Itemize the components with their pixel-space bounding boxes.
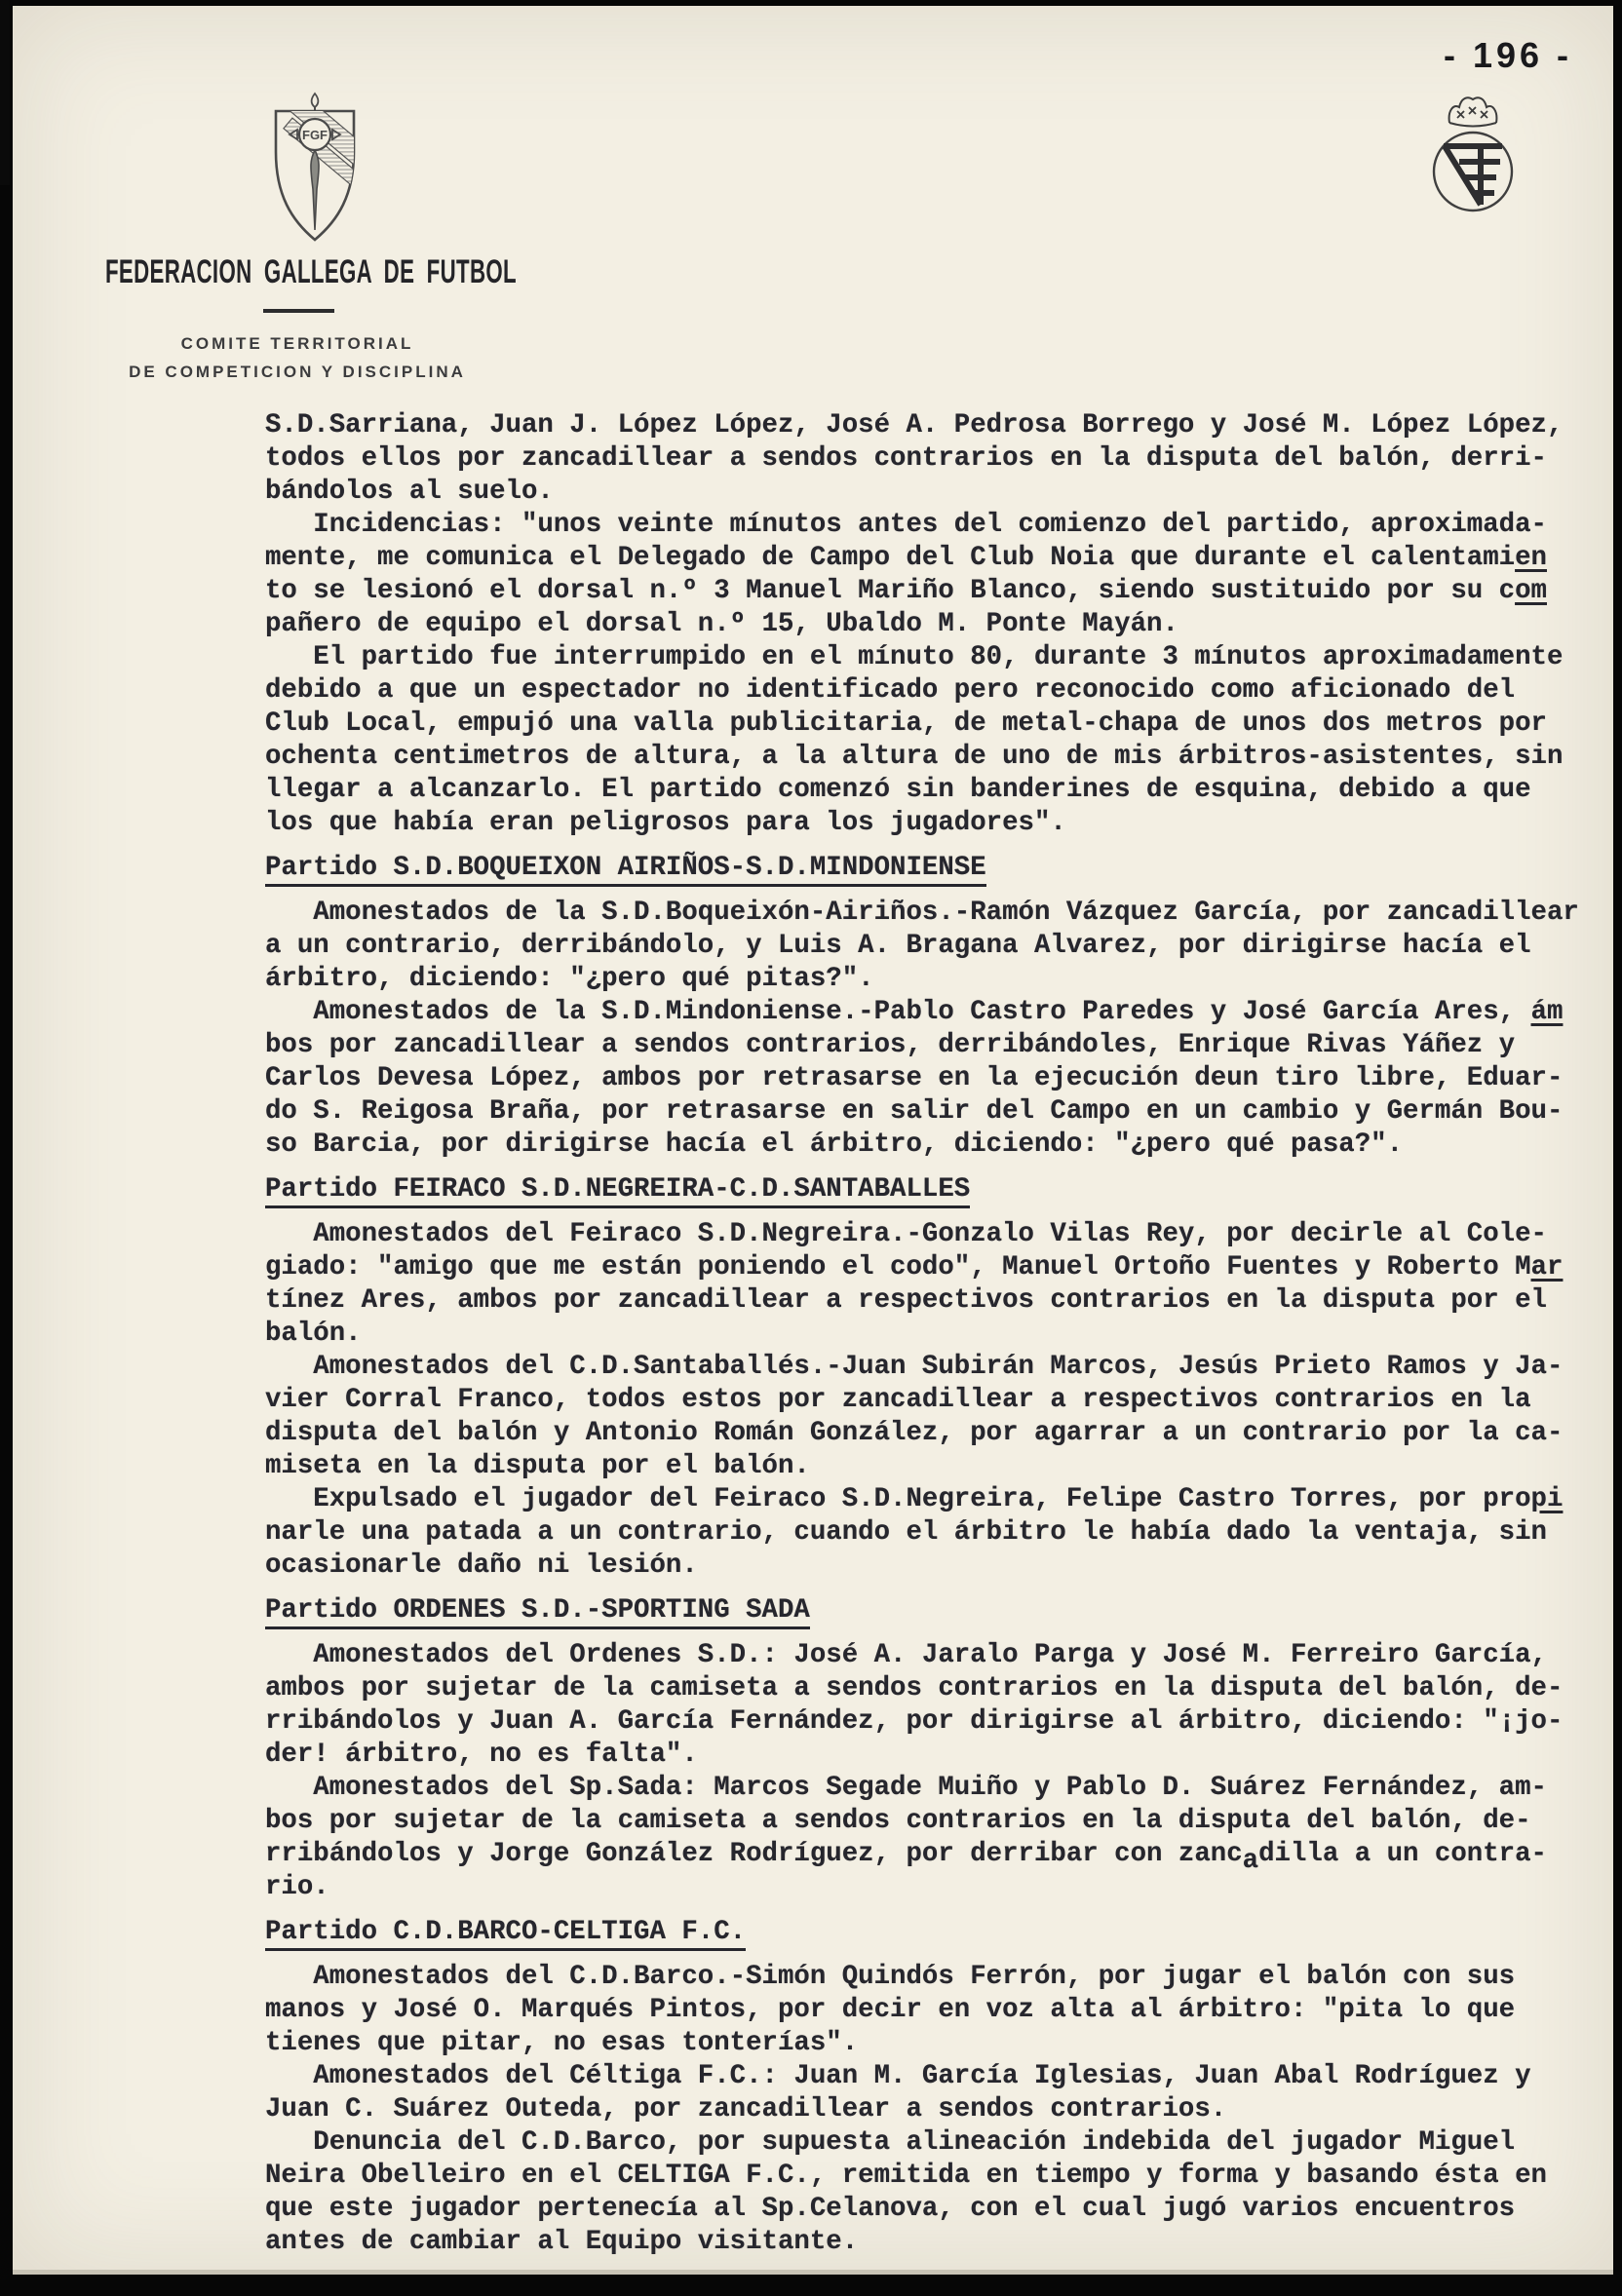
text-line: árbitro, diciendo: "¿pero qué pitas?". xyxy=(265,964,874,994)
page-number: - 196 - xyxy=(1444,35,1573,75)
text-line: der! árbitro, no es falta". xyxy=(265,1740,698,1770)
text-line: rio. xyxy=(265,1872,329,1902)
text-line: Incidencias: "unos veinte mínutos antes del comienzo del partido, aproximada- xyxy=(265,510,1547,540)
text-line: Carlos Devesa López, ambos por retrasarse en la ejecución deun tiro libre, Eduar- xyxy=(265,1063,1564,1093)
text-line: Expulsado el jugador del Feiraco S.D.Negreira, Felipe Castro Torres, por propi xyxy=(265,1484,1564,1514)
paragraph xyxy=(265,897,1605,996)
text-line: llegar a alcanzarlo. El partido comenzó sin banderines de esquina, debido a que xyxy=(265,775,1531,805)
organization-title: FEDERACION GALLEGA DE FUTBOL xyxy=(105,253,517,290)
text-line: Amonestados del C.D.Santaballés.-Juan Subirán Marcos, Jesús Prieto Ramos y Ja- xyxy=(265,1352,1564,1382)
svg-text:FGF: FGF xyxy=(302,128,328,142)
text-line: que este jugador pertenecía al Sp.Celanova, con el cual jugó varios encuentros xyxy=(265,2194,1516,2224)
paragraph xyxy=(265,2060,1605,2126)
match-heading xyxy=(265,1173,1605,1206)
paragraph xyxy=(265,409,1605,509)
match-heading xyxy=(265,1916,1605,1949)
text-line: Denuncia del C.D.Barco, por supuesta alineación indebida del jugador Miguel xyxy=(265,2127,1516,2158)
match-heading-text: Partido S.D.BOQUEIXON AIRIÑOS-S.D.MINDONIENSE xyxy=(265,853,986,887)
text-line: Amonestados del Feiraco S.D.Negreira.-Gonzalo Vilas Rey, por decirle al Cole- xyxy=(265,1219,1547,1249)
match-heading xyxy=(265,852,1605,885)
paragraph xyxy=(265,1351,1605,1483)
text-line: Amonestados del Sp.Sada: Marcos Segade Muiño y Pablo D. Suárez Fernández, am- xyxy=(265,1773,1547,1803)
text-line: Neira Obelleiro en el CELTIGA F.C., remitida en tiempo y forma y basando ésta en xyxy=(265,2161,1547,2191)
committee-subtitle xyxy=(100,329,494,386)
paragraph xyxy=(265,641,1605,840)
text-line: todos ellos por zancadillear a sendos contrarios en la disputa del balón, derri- xyxy=(265,443,1547,474)
fef-crown-crest-icon xyxy=(1414,84,1531,233)
committee-line-2: DE COMPETICION Y DISCIPLINA xyxy=(129,363,466,381)
text-line: narle una patada a un contrario, cuando el árbitro le había dado la ventaja, sin xyxy=(265,1517,1547,1548)
text-line: do S. Reigosa Braña, por retrasarse en salir del Campo en un cambio y Germán Bou- xyxy=(265,1096,1564,1127)
text-line: mente, me comunica el Delegado de Campo del Club Noia que durante el calentamien xyxy=(265,543,1547,573)
text-line: disputa del balón y Antonio Román González, por agarrar a un contrario por la ca- xyxy=(265,1418,1564,1448)
text-line: bándolos al suelo. xyxy=(265,477,554,507)
paragraph xyxy=(265,1218,1605,1351)
title-divider xyxy=(263,309,334,313)
paragraph xyxy=(265,996,1605,1162)
document-body xyxy=(265,409,1605,2259)
text-line: debido a que un espectador no identificado pero reconocido como aficionado del xyxy=(265,675,1516,706)
text-line: S.D.Sarriana, Juan J. López López, José A. Pedrosa Borrego y José M. López López, xyxy=(265,410,1564,440)
text-line: Amonestados del C.D.Barco.-Simón Quindós Ferrón, por jugar el balón con sus xyxy=(265,1962,1516,1992)
text-line: manos y José O. Marqués Pintos, por decir en voz alta al árbitro: "pita lo que xyxy=(265,1995,1516,2025)
fgf-shield-icon xyxy=(268,92,362,250)
text-line: balón. xyxy=(265,1319,362,1349)
committee-line-1: COMITE TERRITORIAL xyxy=(180,334,414,353)
text-line: Amonestados del Ordenes S.D.: José A. Jaralo Parga y José M. Ferreiro García, xyxy=(265,1640,1547,1670)
paragraph xyxy=(265,1961,1605,2060)
text-line: rribándolos y Jorge González Rodríguez, por derribar con zancadilla a un contra- xyxy=(265,1839,1547,1876)
paragraph xyxy=(265,509,1605,641)
text-line: bos por sujetar de la camiseta a sendos contrarios en la disputa del balón, de- xyxy=(265,1806,1531,1836)
paragraph xyxy=(265,1483,1605,1583)
paragraph xyxy=(265,2126,1605,2259)
page-bottom-edge xyxy=(13,2270,1613,2275)
text-line: bos por zancadillear a sendos contrarios, derribándoles, Enrique Rivas Yáñez y xyxy=(265,1030,1516,1060)
text-line: to se lesionó el dorsal n.º 3 Manuel Mariño Blanco, siendo sustituido por su com xyxy=(265,576,1547,606)
text-line: giado: "amigo que me están poniendo el codo", Manuel Ortoño Fuentes y Roberto Mar xyxy=(265,1252,1564,1282)
document-page xyxy=(13,6,1613,2275)
text-line: so Barcia, por dirigirse hacía el árbitro, diciendo: "¿pero qué pasa?". xyxy=(265,1129,1404,1160)
text-line: tínez Ares, ambos por zancadillear a respectivos contrarios en la disputa por el xyxy=(265,1285,1547,1316)
text-line: Amonestados de la S.D.Boqueixón-Airiños.-Ramón Vázquez García, por zancadillear xyxy=(265,898,1579,928)
match-heading-text: Partido C.D.BARCO-CELTIGA F.C. xyxy=(265,1917,746,1951)
text-line: antes de cambiar al Equipo visitante. xyxy=(265,2227,859,2257)
paragraph xyxy=(265,1639,1605,1772)
scan-corner-shadow xyxy=(0,0,10,185)
paragraph xyxy=(265,1772,1605,1904)
text-line: miseta en la disputa por el balón. xyxy=(265,1451,810,1481)
text-line: Club Local, empujó una valla publicitaria, de metal-chapa de unos dos metros por xyxy=(265,708,1547,739)
text-line: a un contrario, derribándolo, y Luis A. Bragana Alvarez, por dirigirse hacía el xyxy=(265,931,1531,961)
text-line: tienes que pitar, no esas tonterías". xyxy=(265,2028,859,2058)
text-line: El partido fue interrumpido en el mínuto 80, durante 3 mínutos aproximadamente xyxy=(265,642,1564,672)
text-line: Juan C. Suárez Outeda, por zancadillear a sendos contrarios. xyxy=(265,2094,1227,2124)
match-heading-text: Partido FEIRACO S.D.NEGREIRA-C.D.SANTABALLES xyxy=(265,1174,970,1208)
text-line: los que había eran peligrosos para los jugadores". xyxy=(265,808,1066,838)
text-line: ambos por sujetar de la camiseta a sendos contrarios en la disputa del balón, de- xyxy=(265,1673,1564,1703)
text-line: vier Corral Franco, todos estos por zancadillear a respectivos contrarios en la xyxy=(265,1385,1531,1415)
match-heading-text: Partido ORDENES S.D.-SPORTING SADA xyxy=(265,1595,810,1629)
text-line: Amonestados del Céltiga F.C.: Juan M. García Iglesias, Juan Abal Rodríguez y xyxy=(265,2061,1531,2091)
text-line: ocasionarle daño ni lesión. xyxy=(265,1550,698,1581)
text-line: ochenta centimetros de altura, a la altura de uno de mis árbitros-asistentes, sin xyxy=(265,742,1564,772)
match-heading xyxy=(265,1594,1605,1627)
text-line: rribándolos y Juan A. García Fernández, por dirigirse al árbitro, diciendo: "¡jo- xyxy=(265,1706,1564,1737)
text-line: pañero de equipo el dorsal n.º 15, Ubaldo M. Ponte Mayán. xyxy=(265,609,1178,639)
text-line: Amonestados de la S.D.Mindoniense.-Pablo Castro Paredes y José García Ares, ám xyxy=(265,997,1564,1027)
